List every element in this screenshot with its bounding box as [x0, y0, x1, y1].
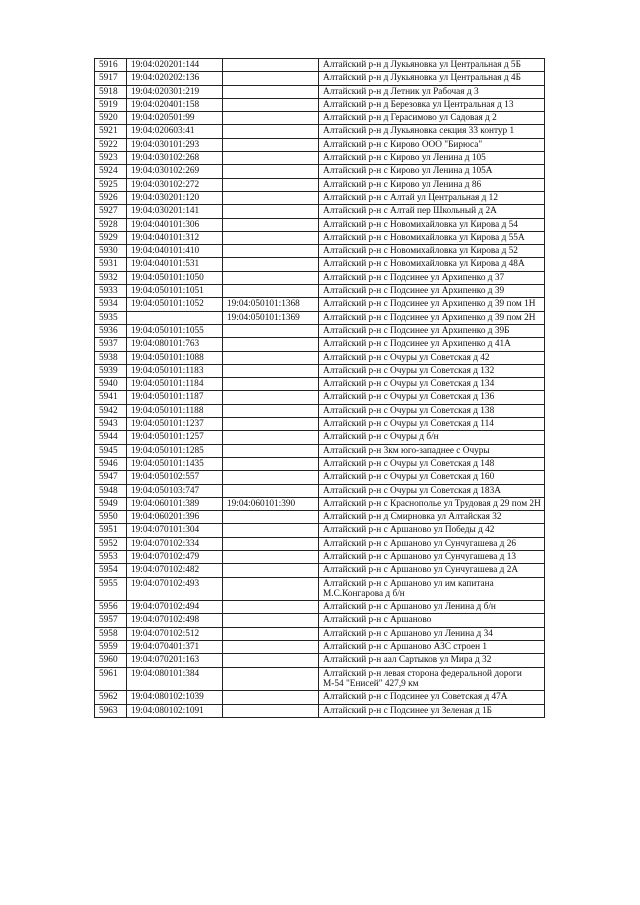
row-number-cell: 5942: [95, 404, 127, 417]
cadastral-number-cell: 19:04:070102:494: [127, 601, 223, 614]
row-number-cell: 5940: [95, 378, 127, 391]
cadastral-number-cell: 19:04:040101:306: [127, 218, 223, 231]
table-row: [95, 271, 545, 284]
row-number-cell: 5935: [95, 311, 127, 324]
related-cadastral-number-cell: [223, 165, 319, 178]
cadastral-number-cell: 19:04:050103:747: [127, 484, 223, 497]
row-number-cell: 5933: [95, 285, 127, 298]
row-number-cell: 5941: [95, 391, 127, 404]
row-number-cell: 5923: [95, 152, 127, 165]
related-cadastral-number-cell: [223, 324, 319, 337]
address-cell: Алтайский р-н с Подсинее ул Архипенко д 37: [319, 271, 545, 284]
cadastral-number-cell: 19:04:050101:1285: [127, 444, 223, 457]
table-row: [95, 245, 545, 258]
address-cell: Алтайский р-н д Лукьяновка ул Центральная д 4Б: [319, 72, 545, 85]
address-cell: Алтайский р-н д Лукьяновка ул Центральная д 5Б: [319, 59, 545, 72]
row-number-cell: 5925: [95, 178, 127, 191]
address-cell: Алтайский р-н с Очуры ул Советская д 148: [319, 457, 545, 470]
cadastral-number-cell: 19:04:030102:268: [127, 152, 223, 165]
cadastral-number-cell: 19:04:020501:99: [127, 112, 223, 125]
address-cell: Алтайский р-н д Смирновка ул Алтайская 32: [319, 511, 545, 524]
table-row: [95, 431, 545, 444]
row-number-cell: 5952: [95, 537, 127, 550]
table-row: [95, 165, 545, 178]
cadastral-number-cell: 19:04:020401:158: [127, 98, 223, 111]
table-row: [95, 641, 545, 654]
address-cell: Алтайский р-н д Березовка ул Центральная д 13: [319, 98, 545, 111]
row-number-cell: 5950: [95, 511, 127, 524]
row-number-cell: 5959: [95, 641, 127, 654]
cadastral-number-cell: 19:04:060101:389: [127, 497, 223, 510]
address-cell: Алтайский р-н с Кирово ул Ленина д 86: [319, 178, 545, 191]
row-number-cell: 5919: [95, 98, 127, 111]
address-cell: Алтайский р-н с Алтай ул Центральная д 12: [319, 191, 545, 204]
cadastral-number-cell: 19:04:050101:1187: [127, 391, 223, 404]
address-cell: Алтайский р-н с Очуры ул Советская д 132: [319, 364, 545, 377]
related-cadastral-number-cell: [223, 704, 319, 717]
address-cell: Алтайский р-н с Кирово ООО "Бирюса": [319, 138, 545, 151]
table-row: [95, 614, 545, 627]
table-row: [95, 324, 545, 337]
row-number-cell: 5954: [95, 564, 127, 577]
row-number-cell: 5922: [95, 138, 127, 151]
related-cadastral-number-cell: [223, 112, 319, 125]
table-row: [95, 178, 545, 191]
related-cadastral-number-cell: [223, 391, 319, 404]
cadastral-number-cell: 19:04:080102:1039: [127, 691, 223, 704]
address-cell: Алтайский р-н с Аршаново ул Ленина д б/н: [319, 601, 545, 614]
row-number-cell: 5928: [95, 218, 127, 231]
row-number-cell: 5939: [95, 364, 127, 377]
row-number-cell: 5958: [95, 627, 127, 640]
address-cell: Алтайский р-н с Кирово ул Ленина д 105А: [319, 165, 545, 178]
related-cadastral-number-cell: [223, 614, 319, 627]
row-number-cell: 5918: [95, 85, 127, 98]
related-cadastral-number-cell: 19:04:050101:1368: [223, 298, 319, 311]
table-row: [95, 231, 545, 244]
row-number-cell: 5920: [95, 112, 127, 125]
table-row: [95, 112, 545, 125]
table-row: [95, 59, 545, 72]
table-row: [95, 191, 545, 204]
related-cadastral-number-cell: [223, 471, 319, 484]
related-cadastral-number-cell: [223, 271, 319, 284]
cadastral-number-cell: 19:04:030102:272: [127, 178, 223, 191]
cadastral-number-cell: 19:04:070201:163: [127, 654, 223, 667]
related-cadastral-number-cell: [223, 564, 319, 577]
address-cell: Алтайский р-н д Летник ул Рабочая д 3: [319, 85, 545, 98]
cadastral-number-cell: 19:04:060201:396: [127, 511, 223, 524]
related-cadastral-number-cell: [223, 85, 319, 98]
row-number-cell: 5962: [95, 691, 127, 704]
related-cadastral-number-cell: [223, 338, 319, 351]
related-cadastral-number-cell: [223, 484, 319, 497]
address-cell: Алтайский р-н с Очуры ул Советская д 160: [319, 471, 545, 484]
row-number-cell: 5938: [95, 351, 127, 364]
cadastral-number-cell: 19:04:040101:531: [127, 258, 223, 271]
row-number-cell: 5948: [95, 484, 127, 497]
table-row: [95, 497, 545, 510]
cadastral-number-cell: 19:04:050101:1435: [127, 457, 223, 470]
document-page: [94, 58, 544, 718]
cadastral-number-cell: 19:04:050101:1184: [127, 378, 223, 391]
cadastral-number-cell: 19:04:050101:1183: [127, 364, 223, 377]
related-cadastral-number-cell: [223, 537, 319, 550]
related-cadastral-number-cell: [223, 59, 319, 72]
cadastral-number-cell: 19:04:050101:1188: [127, 404, 223, 417]
related-cadastral-number-cell: [223, 691, 319, 704]
table-row: [95, 550, 545, 563]
address-cell: Алтайский р-н с Новомихайловка ул Кирова д 48А: [319, 258, 545, 271]
address-cell: Алтайский р-н д Лукьяновка секция 33 контур 1: [319, 125, 545, 138]
address-cell: Алтайский р-н с Подсинее ул Архипенко д 39 пом 2Н: [319, 311, 545, 324]
table-row: [95, 511, 545, 524]
address-cell: Алтайский р-н с Новомихайловка ул Кирова д 55А: [319, 231, 545, 244]
related-cadastral-number-cell: [223, 285, 319, 298]
related-cadastral-number-cell: [223, 191, 319, 204]
row-number-cell: 5924: [95, 165, 127, 178]
address-cell: Алтайский р-н с Аршаново ул Сунчугашева д 26: [319, 537, 545, 550]
related-cadastral-number-cell: 19:04:050101:1369: [223, 311, 319, 324]
cadastral-number-cell: 19:04:070102:512: [127, 627, 223, 640]
related-cadastral-number-cell: [223, 431, 319, 444]
row-number-cell: 5960: [95, 654, 127, 667]
cadastral-number-cell: 19:04:070102:482: [127, 564, 223, 577]
row-number-cell: 5953: [95, 550, 127, 563]
related-cadastral-number-cell: [223, 627, 319, 640]
cadastral-number-cell: 19:04:040101:312: [127, 231, 223, 244]
related-cadastral-number-cell: [223, 351, 319, 364]
related-cadastral-number-cell: [223, 641, 319, 654]
row-number-cell: 5937: [95, 338, 127, 351]
related-cadastral-number-cell: [223, 218, 319, 231]
row-number-cell: 5949: [95, 497, 127, 510]
table-row: [95, 577, 545, 601]
cadastral-number-cell: 19:04:050101:1050: [127, 271, 223, 284]
cadastral-number-cell: 19:04:050101:1257: [127, 431, 223, 444]
address-cell: Алтайский р-н с Аршаново ул Победы д 42: [319, 524, 545, 537]
cadastral-number-cell: 19:04:040101:410: [127, 245, 223, 258]
cadastral-number-cell: 19:04:070401:371: [127, 641, 223, 654]
related-cadastral-number-cell: [223, 205, 319, 218]
row-number-cell: 5929: [95, 231, 127, 244]
table-row: [95, 537, 545, 550]
table-row: [95, 404, 545, 417]
row-number-cell: 5963: [95, 704, 127, 717]
table-row: [95, 72, 545, 85]
row-number-cell: 5916: [95, 59, 127, 72]
property-registry-table: [94, 58, 545, 718]
cadastral-number-cell: 19:04:070102:498: [127, 614, 223, 627]
related-cadastral-number-cell: [223, 511, 319, 524]
address-cell: Алтайский р-н с Очуры ул Советская д 183А: [319, 484, 545, 497]
address-cell: Алтайский р-н с Краснополье ул Трудовая д 29 пом 2Н: [319, 497, 545, 510]
table-row: [95, 378, 545, 391]
cadastral-number-cell: 19:04:050101:1055: [127, 324, 223, 337]
table-row: [95, 654, 545, 667]
table-row: [95, 391, 545, 404]
address-cell: Алтайский р-н с Очуры ул Советская д 134: [319, 378, 545, 391]
address-cell: Алтайский р-н с Аршаново ул Сунчугашева д 13: [319, 550, 545, 563]
cadastral-number-cell: 19:04:030201:120: [127, 191, 223, 204]
row-number-cell: 5926: [95, 191, 127, 204]
table-row: [95, 311, 545, 324]
row-number-cell: 5945: [95, 444, 127, 457]
cadastral-number-cell: 19:04:020201:144: [127, 59, 223, 72]
table-row: [95, 457, 545, 470]
row-number-cell: 5957: [95, 614, 127, 627]
related-cadastral-number-cell: [223, 418, 319, 431]
related-cadastral-number-cell: [223, 601, 319, 614]
cadastral-number-cell: 19:04:020301:219: [127, 85, 223, 98]
address-cell: Алтайский р-н 3км юго-западнее с Очуры: [319, 444, 545, 457]
row-number-cell: 5947: [95, 471, 127, 484]
address-cell: Алтайский р-н с Подсинее ул Архипенко д 41А: [319, 338, 545, 351]
address-cell: Алтайский р-н с Аршаново ул им капитана М.С.Конгарова д б/н: [319, 577, 545, 601]
cadastral-number-cell: 19:04:050101:1052: [127, 298, 223, 311]
cadastral-number-cell: 19:04:070102:493: [127, 577, 223, 601]
address-cell: Алтайский р-н с Подсинее ул Зеленая д 1Б: [319, 704, 545, 717]
table-row: [95, 98, 545, 111]
related-cadastral-number-cell: [223, 178, 319, 191]
related-cadastral-number-cell: [223, 231, 319, 244]
address-cell: Алтайский р-н с Подсинее ул Архипенко д 39 пом 1Н: [319, 298, 545, 311]
row-number-cell: 5961: [95, 667, 127, 691]
cadastral-number-cell: [127, 311, 223, 324]
table-row: [95, 667, 545, 691]
address-cell: Алтайский р-н с Аршаново ул Ленина д 34: [319, 627, 545, 640]
cadastral-number-cell: 19:04:030101:293: [127, 138, 223, 151]
cadastral-number-cell: 19:04:020202:136: [127, 72, 223, 85]
address-cell: Алтайский р-н аал Сартыков ул Мира д 32: [319, 654, 545, 667]
row-number-cell: 5946: [95, 457, 127, 470]
address-cell: Алтайский р-н с Аршаново ул Сунчугашева д 2А: [319, 564, 545, 577]
related-cadastral-number-cell: [223, 138, 319, 151]
row-number-cell: 5955: [95, 577, 127, 601]
related-cadastral-number-cell: [223, 72, 319, 85]
related-cadastral-number-cell: [223, 125, 319, 138]
table-row: [95, 524, 545, 537]
table-row: [95, 125, 545, 138]
row-number-cell: 5936: [95, 324, 127, 337]
address-cell: Алтайский р-н с Новомихайловка ул Кирова д 52: [319, 245, 545, 258]
address-cell: Алтайский р-н с Очуры ул Советская д 136: [319, 391, 545, 404]
row-number-cell: 5943: [95, 418, 127, 431]
row-number-cell: 5917: [95, 72, 127, 85]
address-cell: Алтайский р-н с Аршаново АЗС строен 1: [319, 641, 545, 654]
related-cadastral-number-cell: [223, 444, 319, 457]
related-cadastral-number-cell: [223, 654, 319, 667]
cadastral-number-cell: 19:04:030201:141: [127, 205, 223, 218]
table-row: [95, 258, 545, 271]
cadastral-number-cell: 19:04:080101:763: [127, 338, 223, 351]
row-number-cell: 5951: [95, 524, 127, 537]
cadastral-number-cell: 19:04:050101:1237: [127, 418, 223, 431]
address-cell: Алтайский р-н д Герасимово ул Садовая д 2: [319, 112, 545, 125]
row-number-cell: 5944: [95, 431, 127, 444]
address-cell: Алтайский р-н левая сторона федеральной дороги М-54 "Енисей" 427,9 км: [319, 667, 545, 691]
related-cadastral-number-cell: 19:04:060101:390: [223, 497, 319, 510]
table-row: [95, 418, 545, 431]
table-row: [95, 285, 545, 298]
table-row: [95, 601, 545, 614]
cadastral-number-cell: 19:04:080102:1091: [127, 704, 223, 717]
address-cell: Алтайский р-н с Кирово ул Ленина д 105: [319, 152, 545, 165]
table-row: [95, 205, 545, 218]
cadastral-number-cell: 19:04:050101:1051: [127, 285, 223, 298]
address-cell: Алтайский р-н с Алтай пер Школьный д 2А: [319, 205, 545, 218]
table-row: [95, 85, 545, 98]
related-cadastral-number-cell: [223, 364, 319, 377]
table-row: [95, 351, 545, 364]
related-cadastral-number-cell: [223, 524, 319, 537]
row-number-cell: 5930: [95, 245, 127, 258]
related-cadastral-number-cell: [223, 577, 319, 601]
address-cell: Алтайский р-н с Очуры д б/н: [319, 431, 545, 444]
related-cadastral-number-cell: [223, 258, 319, 271]
related-cadastral-number-cell: [223, 457, 319, 470]
related-cadastral-number-cell: [223, 378, 319, 391]
related-cadastral-number-cell: [223, 550, 319, 563]
cadastral-number-cell: 19:04:050101:1088: [127, 351, 223, 364]
address-cell: Алтайский р-н с Аршаново: [319, 614, 545, 627]
table-body: [95, 59, 545, 718]
table-row: [95, 484, 545, 497]
table-row: [95, 364, 545, 377]
address-cell: Алтайский р-н с Очуры ул Советская д 138: [319, 404, 545, 417]
address-cell: Алтайский р-н с Подсинее ул Архипенко д 39Б: [319, 324, 545, 337]
table-row: [95, 564, 545, 577]
table-row: [95, 704, 545, 717]
table-row: [95, 627, 545, 640]
related-cadastral-number-cell: [223, 404, 319, 417]
cadastral-number-cell: 19:04:020603:41: [127, 125, 223, 138]
related-cadastral-number-cell: [223, 152, 319, 165]
table-row: [95, 338, 545, 351]
address-cell: Алтайский р-н с Очуры ул Советская д 42: [319, 351, 545, 364]
cadastral-number-cell: 19:04:050102:557: [127, 471, 223, 484]
table-row: [95, 218, 545, 231]
row-number-cell: 5932: [95, 271, 127, 284]
row-number-cell: 5921: [95, 125, 127, 138]
table-row: [95, 152, 545, 165]
cadastral-number-cell: 19:04:070102:334: [127, 537, 223, 550]
address-cell: Алтайский р-н с Подсинее ул Архипенко д 39: [319, 285, 545, 298]
table-row: [95, 691, 545, 704]
table-row: [95, 471, 545, 484]
table-row: [95, 444, 545, 457]
cadastral-number-cell: 19:04:080101:384: [127, 667, 223, 691]
address-cell: Алтайский р-н с Подсинее ул Советская д 47А: [319, 691, 545, 704]
table-row: [95, 298, 545, 311]
cadastral-number-cell: 19:04:030102:269: [127, 165, 223, 178]
related-cadastral-number-cell: [223, 245, 319, 258]
row-number-cell: 5931: [95, 258, 127, 271]
address-cell: Алтайский р-н с Очуры ул Советская д 114: [319, 418, 545, 431]
row-number-cell: 5934: [95, 298, 127, 311]
row-number-cell: 5956: [95, 601, 127, 614]
row-number-cell: 5927: [95, 205, 127, 218]
related-cadastral-number-cell: [223, 667, 319, 691]
related-cadastral-number-cell: [223, 98, 319, 111]
cadastral-number-cell: 19:04:070102:479: [127, 550, 223, 563]
address-cell: Алтайский р-н с Новомихайловка ул Кирова д 54: [319, 218, 545, 231]
table-row: [95, 138, 545, 151]
cadastral-number-cell: 19:04:070101:304: [127, 524, 223, 537]
